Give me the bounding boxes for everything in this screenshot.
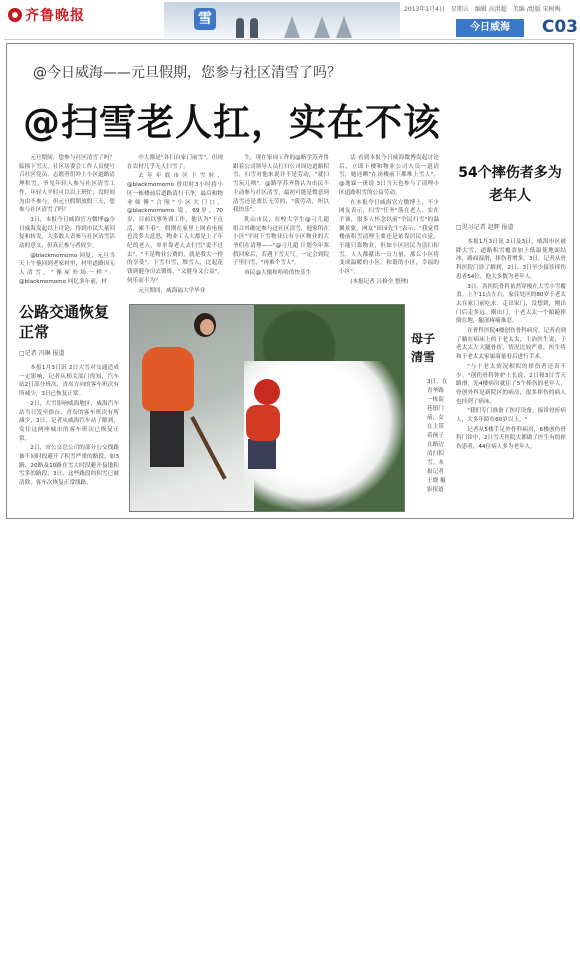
snow-badge: 雪 (194, 8, 216, 30)
photo-caption-text: 3日，在青华路一栋街巷镇门前，女在主带着孩子在路边清扫积雪。本报记者 王晓 摄影报道 (427, 379, 448, 493)
person-icon (250, 18, 258, 38)
masthead (4, 2, 576, 40)
right-headline: 54个摔伤者多为老年人 (458, 165, 562, 204)
photo-caption-title: 母子清雪 (411, 332, 436, 364)
article-block (6, 43, 574, 519)
flower-logo-icon (8, 8, 22, 22)
issue-line: 2013年1月4日 星期五 编辑 高洪超 美编 /组版 宋树梅 (404, 6, 561, 13)
mother-figure (142, 347, 194, 411)
tree-icon (314, 16, 330, 38)
person-icon (236, 18, 244, 38)
logo-text: 齐鲁晚报 (25, 8, 85, 24)
tree-icon (284, 16, 300, 38)
kicker: @今日威海——元旦假期，您参与社区清雪了吗？ (33, 65, 341, 81)
injury-body: 本报1月3日讯 2日及3日，威海市区被降大雪，道路积雪覆盖加上低温使地面结冰，路面湿滑，摔伤者增多。3日，记者从骨科医院门诊了解到，2日、3日至少接诊摔伤患者54位，他大多数为老年人。 3日，各医院骨科依然穿梭在大雪小雪覆盖。上午11点左右，家住处区的80岁于老太太在家门前吃水。走出家门，没想到，刚出门后走多远，刚出门，于老太太一个踉跄摔倒在地，腿部疼痛难忍。 在骨科医院4楼创伤骨科病房，记者看到了躺在病床上的于老太太，主治医生说，于老太太左大腿骨折，情况比较严重，医生将和于老太太家属商量看后进行手术。 "与于老太情况相似的摔伤者还真不少。"创伤骨科钟护士长说，2日和3日雪天路滑，光4楼病房就住了5个摔伤的老年人，骨创外科是新院区的病房，很多摔伤的病人也挂到了病床。 "我们专门准备了医疗设备，接诊骨折病人，大多年龄在60岁以上。" 记者从5楼手足外骨科病房，6楼创伤骨科门诊中，2日雪天医院大都做了医生有的摔伤患者，44位病人多为老年人。 (456, 239, 566, 451)
page-code: C03 (541, 17, 578, 37)
traffic-body: 本报1月3日讯 2日大雪对交通造成一定影响，记者从相关部门得知，汽车站2日部分班次，青岛方向的客车班次有所减少，3日已恢复正常。 2日，大雪影响威海地区，威海汽车站当日发至俗台、青岛的客车班次有所减少，3日，记者从威海汽车站了解到，发往这两座城市的客车班次已恢复正常。 2日，市公交总公司的部分公交线路被不同时段避开了积雪严重的路段，如3路、20路及10路在雪大时段避开接地积雪多的路段，3日，这些路段的积雪已被清除，客车次恢复正常线路。 (19, 365, 119, 487)
newspaper-logo (8, 5, 96, 23)
tree-icon (336, 16, 352, 38)
banner-photo (164, 2, 400, 38)
headline: @扫雪老人扛，实在不该 (23, 101, 441, 144)
child-figure (246, 405, 280, 441)
section-tag: 今日威海 (456, 19, 524, 37)
article-column-1: 元旦期间，您参与社区清雪了吗？临撞下雪天，社区居委会工作人员便号召社区党员、志愿者们冲上小区道路清理积雪，爷见年轻人参与社区清雪工作，年轻人平时可以以上班忙，没时间为由不参与，但元旦假期放假三天，您参与社区清雪了吗？ 3日，本报今日威海官方微博@今日威海发起以上讨论，得到市民大量回复和转发，大多数人表参与社区清雪活动的意义，但真正参与者较少。 @blackmomomo 回复，元旦当天上午他回到老家村里，村里道路因无人清雪，"像屋外场一样"。@blackmomomo 回忆多年前，村 (19, 155, 115, 285)
mother-child-snow-photo (129, 304, 405, 512)
sub-headline-traffic: 公路交通恢复正常 (19, 303, 110, 341)
right-byline: □见习记者 赵辉 报道 (456, 224, 514, 231)
article-column-4: 活 看到本报今日威海微博发起讨论后，立即下楼和物业公司人员一道清雪，她还晒"在岗楼前下都堆上雪人"。@逸霖一斑说 3日当天也参与了清理小区道路积雪的公益劳动。 在本报今日威海官方微博上，不少网友表示，扫雪"任务"落在老人，实在不该，很多人怀念以前"全民扫雪"的温馨景象，网友"田园先生"表示："我觉得楼前积雪清理主要还是依靠居民自觉，不能只靠物业，但如小区居民为清扫积雪，人人都献出一点力量，那么小区将变成温暖的小区，和谐的小区，幸福的小区"。 (本报记者 吕修全 整理) (339, 155, 439, 285)
article-column-3: 生，现在家周工作的@路学苏齐鲁跟着公司领导人员打扫公司周边道路积雪，扫雪对他来说并不是劳动，"就扫雪玩儿呗"。@路学苏齐鲁认为市民不主动参与社区清雪，最初可能是惯意到清雪还是离长无劳的，"我劳动，所以我快乐"。 乳山市民，在校大学生@刁儿超 组合其确定参与过社区清雪，他家所在小区"平时下雪物业只有小区物业的大爷们在清理——"@刁儿超 计划今年寒假回家后，若遇下雪天气，一定会到院子里扫雪，"再难个雪人"。 市民@大傻和哈哈的快乐生 (233, 155, 329, 277)
article-column-2: 中大都是"各扫自家门前雪"，但现在农村几乎无人扫雪了。 去年年底市区下雪时，@blackmomomo 曾用时3小时将小区一栋楼前后道路清扫干净，最后和物业师傅"合照"小区大门口，@blackmomomo 说，69岁，70岁，目前以事务训工作，他认为"干点活，累不着"，假期在家里上网看电视也没多大意思，物业工人大都是上了年纪的老人，单单靠老人去扫雪"说不过去"，"不是物业公费的，就是我大一样的享受"。下雪扫雪，堆雪人，比起花钱到健身房去锻炼，"又健身又公益"，何乐而不为？ 元旦期间，威海福大学毕业 (127, 155, 223, 294)
sub-byline: □记者 冯琳 报道 (19, 350, 65, 357)
